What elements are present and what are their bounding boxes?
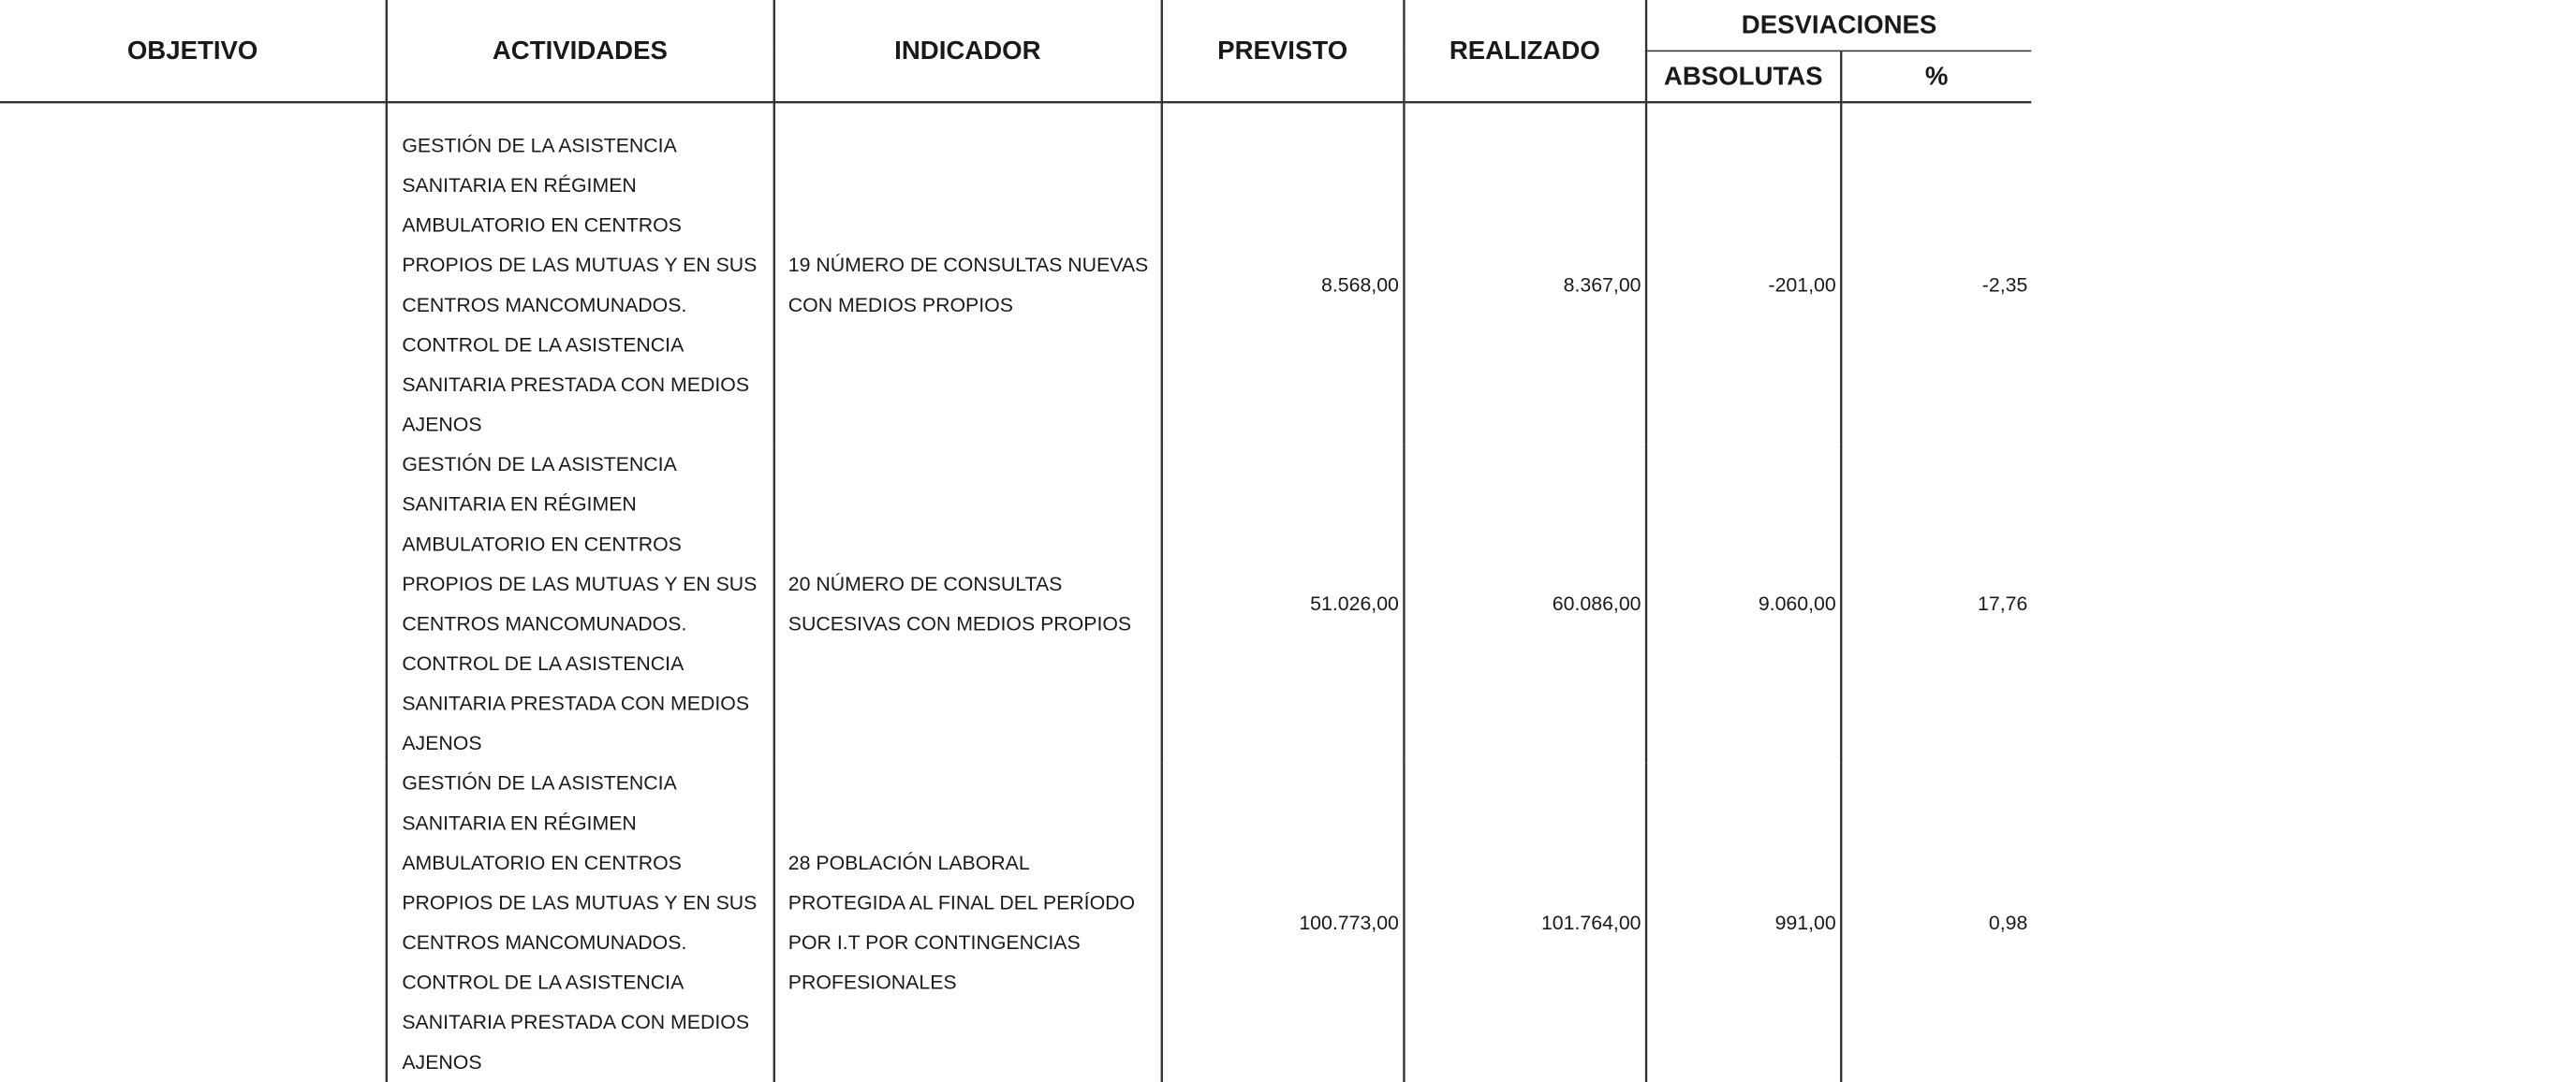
table-row	[0, 763, 2031, 1082]
cell-actividades: GESTIÓN DE LA ASISTENCIA SANITARIA EN RÉGIMEN AMBULATORIO EN CENTROS PROPIOS DE LAS MUTUAS Y EN SUS CENTROS MANCOMUNADOS. CONTROL DE LA ASISTENCIA SANITARIA PRESTADA CON MEDIOS AJENOS	[386, 102, 773, 444]
header-realizado: REALIZADO	[1404, 0, 1646, 102]
header-porcentaje: %	[1841, 51, 2031, 102]
table-row	[0, 102, 2031, 444]
cell-objetivo	[0, 445, 386, 764]
cell-actividades: GESTIÓN DE LA ASISTENCIA SANITARIA EN RÉGIMEN AMBULATORIO EN CENTROS PROPIOS DE LAS MUTUAS Y EN SUS CENTROS MANCOMUNADOS. CONTROL DE LA ASISTENCIA SANITARIA PRESTADA CON MEDIOS AJENOS	[386, 763, 773, 1082]
header-objetivo: OBJETIVO	[0, 0, 386, 102]
cell-absolutas: 991,00	[1646, 763, 1841, 1082]
table-header	[0, 0, 2031, 102]
cell-indicador: 20 NÚMERO DE CONSULTAS SUCESIVAS CON MEDIOS PROPIOS	[773, 445, 1161, 764]
cell-porcentaje: 17,76	[1978, 592, 2028, 615]
cell-objetivo	[0, 102, 386, 444]
cell-realizado: 60.086,00	[1404, 445, 1646, 764]
cell-indicador: 28 POBLACIÓN LABORAL PROTEGIDA AL FINAL DEL PERÍODO POR I.T POR CONTINGENCIAS PROFESIONALES	[773, 763, 1161, 1082]
cell-previsto: 8.568,00	[1161, 102, 1404, 444]
cell-absolutas: 9.060,00	[1646, 445, 1841, 764]
header-desviaciones: DESVIACIONES	[1646, 0, 2032, 51]
cell-porcentaje: 0,98	[1988, 911, 2028, 934]
cell-realizado: 8.367,00	[1404, 102, 1646, 444]
cell-realizado: 101.764,00	[1404, 763, 1646, 1082]
cell-indicador: 19 NÚMERO DE CONSULTAS NUEVAS CON MEDIOS PROPIOS	[773, 102, 1161, 444]
table-row	[0, 445, 2031, 764]
header-indicador: INDICADOR	[773, 0, 1161, 102]
table-body	[0, 102, 2031, 1082]
header-actividades: ACTIVIDADES	[386, 0, 773, 102]
header-absolutas: ABSOLUTAS	[1646, 51, 1841, 102]
cell-previsto: 51.026,00	[1161, 445, 1404, 764]
cell-previsto: 100.773,00	[1161, 763, 1404, 1082]
cell-actividades: GESTIÓN DE LA ASISTENCIA SANITARIA EN RÉGIMEN AMBULATORIO EN CENTROS PROPIOS DE LAS MUTUAS Y EN SUS CENTROS MANCOMUNADOS. CONTROL DE LA ASISTENCIA SANITARIA PRESTADA CON MEDIOS AJENOS	[386, 445, 773, 764]
cell-absolutas: -201,00	[1646, 102, 1841, 444]
header-previsto: PREVISTO	[1161, 0, 1404, 102]
cell-porcentaje: -2,35	[1981, 273, 2028, 296]
cell-objetivo	[0, 763, 386, 1082]
